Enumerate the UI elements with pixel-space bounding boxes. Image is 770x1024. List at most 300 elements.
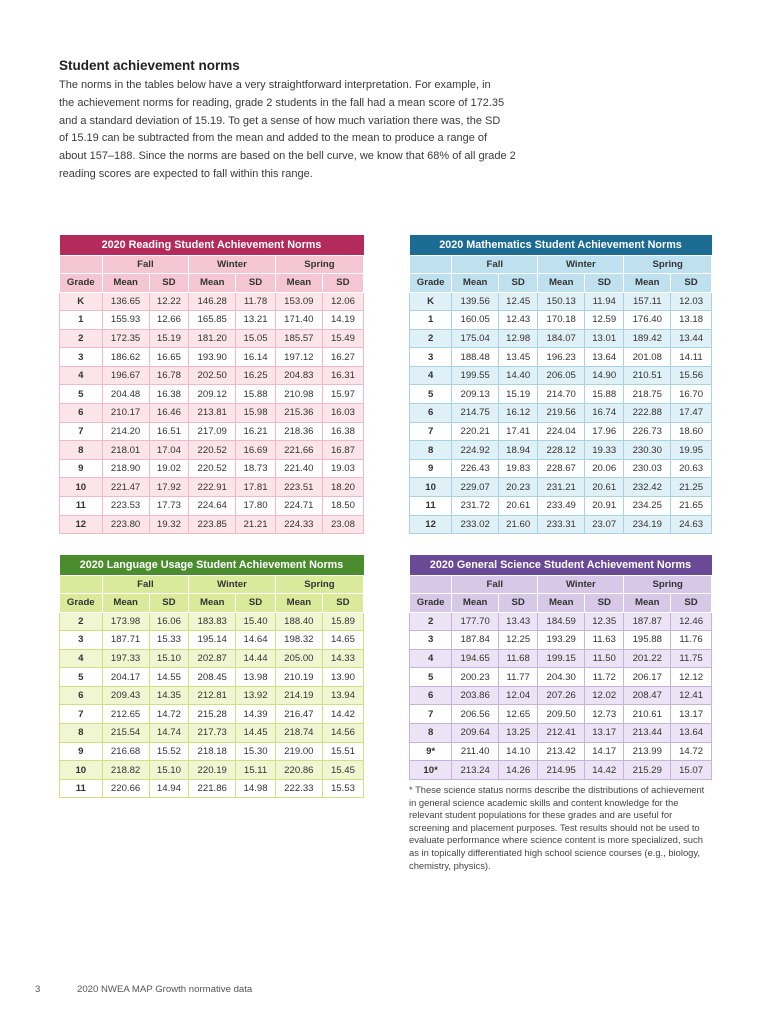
grade-cell: 11 <box>60 497 103 516</box>
value-cell: 14.72 <box>671 742 712 761</box>
value-cell: 215.54 <box>102 724 149 743</box>
table-row <box>60 515 364 534</box>
value-cell: 181.20 <box>189 329 236 348</box>
value-cell: 13.17 <box>671 705 712 724</box>
season-header: Spring <box>624 575 712 593</box>
column-header: SD <box>236 593 276 612</box>
value-cell: 15.10 <box>149 761 189 780</box>
value-cell: 21.25 <box>671 478 712 497</box>
value-cell: 13.45 <box>499 348 538 367</box>
value-cell: 221.86 <box>189 779 236 798</box>
value-cell: 210.61 <box>624 705 671 724</box>
column-header: Mean <box>624 593 671 612</box>
value-cell: 222.88 <box>624 404 671 423</box>
grade-cell: 8 <box>60 441 103 460</box>
table-row <box>410 631 712 650</box>
value-cell: 220.66 <box>102 779 149 798</box>
value-cell: 209.43 <box>102 686 149 705</box>
value-cell: 199.55 <box>452 366 499 385</box>
grade-cell: 12 <box>410 515 452 534</box>
value-cell: 20.23 <box>499 478 538 497</box>
value-cell: 16.70 <box>671 385 712 404</box>
intro-line: the achievement norms for reading, grade 2 students in the fall had a mean score of 172.35 <box>59 96 505 109</box>
value-cell: 220.52 <box>189 441 236 460</box>
value-cell: 188.48 <box>452 348 499 367</box>
grade-cell: 4 <box>410 366 452 385</box>
value-cell: 13.43 <box>499 612 538 631</box>
value-cell: 187.71 <box>102 631 149 650</box>
value-cell: 11.72 <box>585 668 624 687</box>
value-cell: 165.85 <box>189 311 236 330</box>
value-cell: 14.17 <box>585 742 624 761</box>
value-cell: 184.07 <box>538 329 585 348</box>
value-cell: 20.91 <box>585 497 624 516</box>
value-cell: 212.65 <box>102 705 149 724</box>
value-cell: 195.88 <box>624 631 671 650</box>
value-cell: 20.06 <box>585 459 624 478</box>
value-cell: 176.40 <box>624 311 671 330</box>
value-cell: 14.35 <box>149 686 189 705</box>
table-row <box>410 385 712 404</box>
value-cell: 210.98 <box>275 385 322 404</box>
value-cell: 15.19 <box>499 385 538 404</box>
season-header: Winter <box>538 575 624 593</box>
table-title: 2020 Mathematics Student Achievement Norms <box>410 235 712 255</box>
value-cell: 220.21 <box>452 422 499 441</box>
value-cell: 208.47 <box>624 686 671 705</box>
value-cell: 150.13 <box>538 292 585 311</box>
value-cell: 198.32 <box>275 631 322 650</box>
grade-cell: 5 <box>60 385 103 404</box>
value-cell: 16.38 <box>322 422 363 441</box>
value-cell: 11.50 <box>585 649 624 668</box>
value-cell: 173.98 <box>102 612 149 631</box>
value-cell: 197.33 <box>102 649 149 668</box>
value-cell: 233.02 <box>452 515 499 534</box>
value-cell: 222.91 <box>189 478 236 497</box>
value-cell: 197.12 <box>275 348 322 367</box>
table-row <box>60 459 364 478</box>
value-cell: 16.46 <box>149 404 189 423</box>
value-cell: 13.94 <box>322 686 363 705</box>
value-cell: 16.31 <box>322 366 363 385</box>
value-cell: 13.18 <box>671 311 712 330</box>
value-cell: 12.43 <box>499 311 538 330</box>
value-cell: 17.47 <box>671 404 712 423</box>
value-cell: 16.21 <box>236 422 276 441</box>
value-cell: 222.33 <box>275 779 322 798</box>
value-cell: 15.88 <box>236 385 276 404</box>
grade-cell: 10 <box>60 761 103 780</box>
intro-line: The norms in the tables below have a very straightforward interpretation. For example, in <box>59 79 491 91</box>
value-cell: 14.10 <box>499 742 538 761</box>
value-cell: 220.52 <box>189 459 236 478</box>
value-cell: 15.88 <box>585 385 624 404</box>
value-cell: 188.40 <box>275 612 322 631</box>
season-header-blank <box>410 575 452 593</box>
value-cell: 19.83 <box>499 459 538 478</box>
table-row <box>60 366 364 385</box>
value-cell: 14.11 <box>671 348 712 367</box>
value-cell: 228.12 <box>538 441 585 460</box>
grade-cell: 5 <box>410 668 452 687</box>
value-cell: 15.98 <box>236 404 276 423</box>
value-cell: 15.53 <box>322 779 363 798</box>
value-cell: 14.74 <box>149 724 189 743</box>
value-cell: 12.25 <box>499 631 538 650</box>
table-row <box>60 404 364 423</box>
table-row <box>60 478 364 497</box>
value-cell: 14.56 <box>322 724 363 743</box>
season-header: Spring <box>275 575 363 593</box>
value-cell: 233.49 <box>538 497 585 516</box>
grade-cell: K <box>60 292 103 311</box>
intro-paragraph <box>59 77 569 184</box>
value-cell: 218.82 <box>102 761 149 780</box>
reading-norms-table <box>59 235 364 534</box>
value-cell: 16.51 <box>149 422 189 441</box>
value-cell: 19.33 <box>585 441 624 460</box>
value-cell: 12.66 <box>149 311 189 330</box>
value-cell: 213.99 <box>624 742 671 761</box>
grade-cell: 5 <box>410 385 452 404</box>
value-cell: 13.98 <box>236 668 276 687</box>
value-cell: 221.47 <box>102 478 149 497</box>
table-row <box>60 779 364 798</box>
value-cell: 16.87 <box>322 441 363 460</box>
section-heading: Student achievement norms <box>59 58 240 73</box>
grade-cell: 6 <box>410 686 452 705</box>
grade-cell: 2 <box>410 329 452 348</box>
value-cell: 212.81 <box>189 686 236 705</box>
value-cell: 14.42 <box>322 705 363 724</box>
value-cell: 13.64 <box>671 724 712 743</box>
table-row <box>410 612 712 631</box>
value-cell: 17.41 <box>499 422 538 441</box>
value-cell: 218.18 <box>189 742 236 761</box>
value-cell: 15.97 <box>322 385 363 404</box>
grade-cell: 1 <box>60 311 103 330</box>
value-cell: 177.70 <box>452 612 499 631</box>
table-row <box>410 515 712 534</box>
page-number: 3 <box>35 984 41 995</box>
value-cell: 14.26 <box>499 761 538 780</box>
value-cell: 18.94 <box>499 441 538 460</box>
value-cell: 19.95 <box>671 441 712 460</box>
value-cell: 223.53 <box>102 497 149 516</box>
value-cell: 14.45 <box>236 724 276 743</box>
grade-cell: 10* <box>410 761 452 780</box>
value-cell: 18.73 <box>236 459 276 478</box>
value-cell: 209.64 <box>452 724 499 743</box>
value-cell: 202.50 <box>189 366 236 385</box>
value-cell: 15.89 <box>322 612 363 631</box>
table-row <box>60 761 364 780</box>
table-row <box>410 742 712 761</box>
value-cell: 13.01 <box>585 329 624 348</box>
grade-cell: 8 <box>410 724 452 743</box>
grade-cell: 9 <box>60 742 103 761</box>
value-cell: 186.62 <box>102 348 149 367</box>
value-cell: 195.14 <box>189 631 236 650</box>
table-row <box>410 459 712 478</box>
grade-cell: 4 <box>410 649 452 668</box>
value-cell: 218.01 <box>102 441 149 460</box>
column-header: SD <box>322 273 363 292</box>
table-row <box>60 612 364 631</box>
table-row <box>60 292 364 311</box>
value-cell: 15.52 <box>149 742 189 761</box>
value-cell: 207.26 <box>538 686 585 705</box>
grade-cell: 4 <box>60 366 103 385</box>
value-cell: 21.60 <box>499 515 538 534</box>
season-header: Fall <box>452 255 538 273</box>
value-cell: 20.61 <box>499 497 538 516</box>
table-row <box>60 705 364 724</box>
value-cell: 13.90 <box>322 668 363 687</box>
value-cell: 14.44 <box>236 649 276 668</box>
value-cell: 11.63 <box>585 631 624 650</box>
value-cell: 17.04 <box>149 441 189 460</box>
value-cell: 183.83 <box>189 612 236 631</box>
value-cell: 209.13 <box>452 385 499 404</box>
value-cell: 16.65 <box>149 348 189 367</box>
value-cell: 15.45 <box>322 761 363 780</box>
table-row <box>60 329 364 348</box>
value-cell: 16.14 <box>236 348 276 367</box>
value-cell: 17.96 <box>585 422 624 441</box>
value-cell: 14.65 <box>322 631 363 650</box>
value-cell: 230.30 <box>624 441 671 460</box>
value-cell: 14.19 <box>322 311 363 330</box>
value-cell: 19.02 <box>149 459 189 478</box>
table-row <box>60 686 364 705</box>
grade-cell: 7 <box>60 705 103 724</box>
value-cell: 19.32 <box>149 515 189 534</box>
value-cell: 193.90 <box>189 348 236 367</box>
value-cell: 206.17 <box>624 668 671 687</box>
page-footer <box>35 984 252 995</box>
value-cell: 221.40 <box>275 459 322 478</box>
value-cell: 234.19 <box>624 515 671 534</box>
table-row <box>410 422 712 441</box>
season-header: Winter <box>189 255 276 273</box>
season-header: Winter <box>538 255 624 273</box>
table-row <box>410 329 712 348</box>
value-cell: 16.78 <box>149 366 189 385</box>
value-cell: 12.35 <box>585 612 624 631</box>
value-cell: 201.08 <box>624 348 671 367</box>
table-row <box>60 742 364 761</box>
grade-cell: 8 <box>410 441 452 460</box>
value-cell: 233.31 <box>538 515 585 534</box>
grade-cell: 4 <box>60 649 103 668</box>
value-cell: 21.21 <box>236 515 276 534</box>
table-row <box>410 311 712 330</box>
grade-cell: 1 <box>410 311 452 330</box>
table-row <box>410 441 712 460</box>
table-row <box>410 404 712 423</box>
value-cell: 14.42 <box>585 761 624 780</box>
column-header: Mean <box>452 273 499 292</box>
value-cell: 219.00 <box>275 742 322 761</box>
value-cell: 13.17 <box>585 724 624 743</box>
value-cell: 15.10 <box>149 649 189 668</box>
column-header: SD <box>671 273 712 292</box>
value-cell: 15.49 <box>322 329 363 348</box>
table-title: 2020 General Science Student Achievement Norms <box>410 555 712 575</box>
value-cell: 15.51 <box>322 742 363 761</box>
value-cell: 11.68 <box>499 649 538 668</box>
table-row <box>410 668 712 687</box>
value-cell: 13.44 <box>671 329 712 348</box>
value-cell: 15.56 <box>671 366 712 385</box>
value-cell: 231.21 <box>538 478 585 497</box>
intro-section <box>59 58 569 184</box>
value-cell: 204.30 <box>538 668 585 687</box>
value-cell: 223.85 <box>189 515 236 534</box>
value-cell: 175.04 <box>452 329 499 348</box>
value-cell: 16.38 <box>149 385 189 404</box>
column-header: Mean <box>275 273 322 292</box>
grade-cell: 10 <box>410 478 452 497</box>
value-cell: 12.12 <box>671 668 712 687</box>
column-header: Grade <box>410 273 452 292</box>
value-cell: 215.36 <box>275 404 322 423</box>
value-cell: 11.75 <box>671 649 712 668</box>
season-header-blank <box>60 575 103 593</box>
value-cell: 14.33 <box>322 649 363 668</box>
value-cell: 12.59 <box>585 311 624 330</box>
value-cell: 223.80 <box>102 515 149 534</box>
grade-cell: 6 <box>60 404 103 423</box>
value-cell: 216.68 <box>102 742 149 761</box>
table-row <box>60 348 364 367</box>
value-cell: 160.05 <box>452 311 499 330</box>
value-cell: 226.43 <box>452 459 499 478</box>
value-cell: 153.09 <box>275 292 322 311</box>
value-cell: 20.63 <box>671 459 712 478</box>
value-cell: 13.21 <box>236 311 276 330</box>
grade-cell: 11 <box>410 497 452 516</box>
value-cell: 218.36 <box>275 422 322 441</box>
value-cell: 213.24 <box>452 761 499 780</box>
grade-cell: 3 <box>60 348 103 367</box>
value-cell: 189.42 <box>624 329 671 348</box>
value-cell: 12.65 <box>499 705 538 724</box>
value-cell: 13.25 <box>499 724 538 743</box>
value-cell: 16.12 <box>499 404 538 423</box>
grade-cell: 3 <box>60 631 103 650</box>
season-header-blank <box>410 255 452 273</box>
value-cell: 218.75 <box>624 385 671 404</box>
value-cell: 16.27 <box>322 348 363 367</box>
grade-cell: 2 <box>60 329 103 348</box>
value-cell: 16.69 <box>236 441 276 460</box>
value-cell: 213.44 <box>624 724 671 743</box>
value-cell: 217.73 <box>189 724 236 743</box>
table-row <box>60 385 364 404</box>
season-header: Spring <box>624 255 712 273</box>
grade-cell: 3 <box>410 631 452 650</box>
value-cell: 224.92 <box>452 441 499 460</box>
value-cell: 11.78 <box>236 292 276 311</box>
grade-cell: 7 <box>60 422 103 441</box>
value-cell: 14.94 <box>149 779 189 798</box>
value-cell: 205.00 <box>275 649 322 668</box>
value-cell: 218.90 <box>102 459 149 478</box>
value-cell: 210.51 <box>624 366 671 385</box>
footer-title: 2020 NWEA MAP Growth normative data <box>77 984 253 995</box>
column-header: SD <box>585 273 624 292</box>
value-cell: 15.19 <box>149 329 189 348</box>
column-header: SD <box>585 593 624 612</box>
value-cell: 19.03 <box>322 459 363 478</box>
column-header: Mean <box>538 593 585 612</box>
value-cell: 17.92 <box>149 478 189 497</box>
value-cell: 213.81 <box>189 404 236 423</box>
grade-cell: 11 <box>60 779 103 798</box>
season-header-blank <box>60 255 103 273</box>
grade-cell: 10 <box>60 478 103 497</box>
value-cell: 228.67 <box>538 459 585 478</box>
value-cell: 172.35 <box>102 329 149 348</box>
grade-cell: 2 <box>60 612 103 631</box>
grade-cell: 7 <box>410 705 452 724</box>
value-cell: 15.33 <box>149 631 189 650</box>
value-cell: 200.23 <box>452 668 499 687</box>
value-cell: 214.70 <box>538 385 585 404</box>
value-cell: 199.15 <box>538 649 585 668</box>
value-cell: 21.65 <box>671 497 712 516</box>
value-cell: 12.03 <box>671 292 712 311</box>
value-cell: 18.50 <box>322 497 363 516</box>
table-row <box>60 422 364 441</box>
table-row <box>60 441 364 460</box>
value-cell: 14.39 <box>236 705 276 724</box>
value-cell: 220.86 <box>275 761 322 780</box>
season-header: Fall <box>102 575 189 593</box>
value-cell: 24.63 <box>671 515 712 534</box>
value-cell: 157.11 <box>624 292 671 311</box>
value-cell: 206.05 <box>538 366 585 385</box>
value-cell: 210.17 <box>102 404 149 423</box>
table-row <box>60 668 364 687</box>
value-cell: 193.29 <box>538 631 585 650</box>
science-footnote: * These science status norms describe the distributions of achievement in general science academic skills and content knowledge for the relevant student populations for these grades and are useful for screening and placement purposes. Test results should not be used to evaluate performance where science content is more specialized, such as in topically differentiated high school science courses (e.g., biology, chemistry, physics). <box>409 784 705 871</box>
math-norms-table <box>409 235 712 534</box>
grade-cell: 6 <box>410 404 452 423</box>
column-header: SD <box>499 273 538 292</box>
column-header: Grade <box>60 593 103 612</box>
value-cell: 234.25 <box>624 497 671 516</box>
table-row <box>410 348 712 367</box>
table-row <box>410 478 712 497</box>
value-cell: 226.73 <box>624 422 671 441</box>
value-cell: 220.19 <box>189 761 236 780</box>
value-cell: 185.57 <box>275 329 322 348</box>
value-cell: 11.77 <box>499 668 538 687</box>
value-cell: 23.08 <box>322 515 363 534</box>
value-cell: 12.04 <box>499 686 538 705</box>
value-cell: 187.84 <box>452 631 499 650</box>
table-row <box>410 497 712 516</box>
value-cell: 204.17 <box>102 668 149 687</box>
grade-cell: 6 <box>60 686 103 705</box>
value-cell: 12.98 <box>499 329 538 348</box>
value-cell: 214.19 <box>275 686 322 705</box>
grade-cell: 9 <box>60 459 103 478</box>
